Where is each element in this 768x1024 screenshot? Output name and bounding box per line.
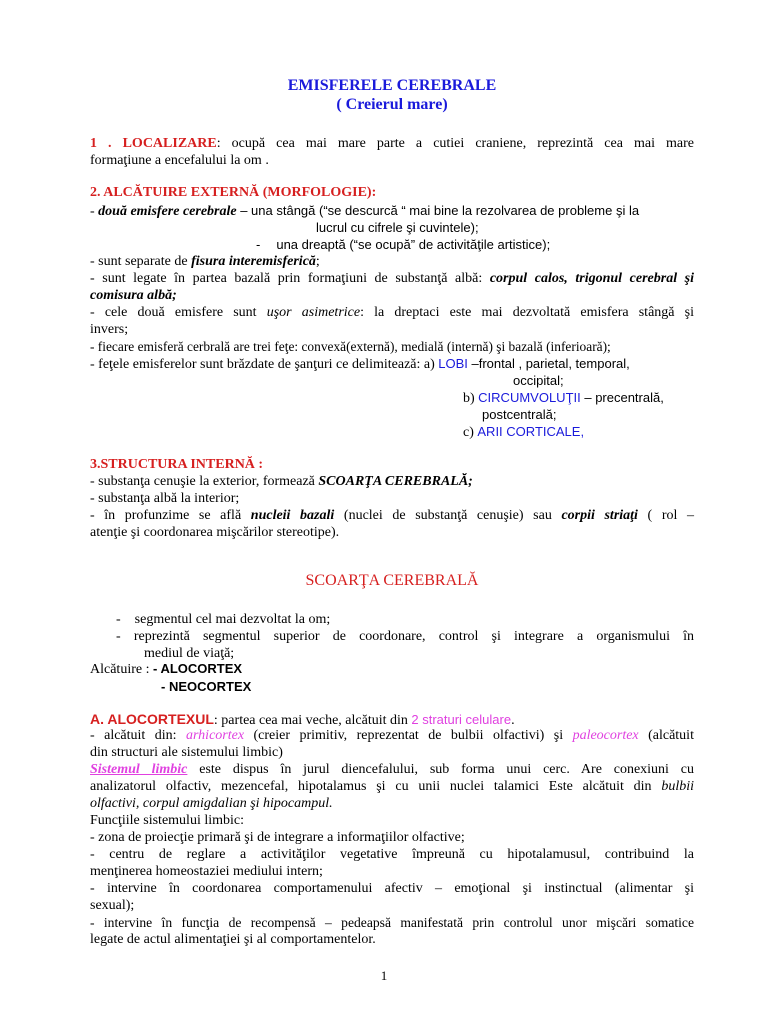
alocortex-line-2: - alcătuit din: arhicortex (creier primitiv, reprezentat de bulbii olfactivi) şi paleocortex (alcătuit: [90, 728, 694, 743]
s2-line-3: - una dreaptă (“se ocupă” de activităţile artistice);: [256, 237, 551, 252]
alcatuire-line-1: Alcătuire : - ALOCORTEX: [90, 661, 243, 677]
alocortex-line-4: Sistemul limbic este dispus în jurul diencefalului, sub forma unui cerc. Are conexiuni cu: [90, 762, 694, 777]
alocortex-line-14: legate de actul alimentaţiei şi al comportamentelor.: [90, 932, 376, 947]
alocortex-line-13: - intervine în funcţia de recompensă – pedeapsă manifestată prin controlul unor mişcări somatice: [90, 915, 694, 930]
alocortex-line-1: A. ALOCORTEXUL: partea cea mai veche, alcătuit din 2 straturi celulare.: [90, 711, 515, 728]
alocortex-line-3: din structuri ale sistemului limbic): [90, 745, 283, 760]
s2-line-9: - fiecare emisferă cerbrală are trei feţe: convexă(externă), medială (internă) şi bazală (inferioară);: [90, 339, 611, 354]
s2-line-12: b) CIRCUMVOLUŢII – precentrală,: [463, 390, 664, 406]
localizare-line-2: formaţiune a encefalului la om .: [90, 153, 269, 168]
alocortex-line-11: - intervine în coordonarea comportamenului afectiv – emoţional şi instinctual (alimentar şi: [90, 881, 694, 896]
s2-line-2: lucrul cu cifrele şi cuvintele);: [316, 220, 479, 235]
s2-line-4: - sunt separate de fisura interemisferică;: [90, 254, 320, 269]
s2-line-13: postcentrală;: [482, 407, 557, 422]
s2-line-11: occipital;: [513, 373, 564, 388]
s2-line-10: - feţele emisferelor sunt brăzdate de şanţuri ce delimitează: a) LOBI –frontal , parietal, temporal,: [90, 356, 630, 372]
s3-line-2: - substanţa albă la interior;: [90, 491, 240, 506]
alocortex-heading: A. ALOCORTEXUL: [90, 711, 214, 727]
alocortex-line-9: - centru de reglare a activităţilor vegetative împreună cu hipotalamusul, contribuind la: [90, 847, 694, 862]
s2-line-8: invers;: [90, 322, 129, 337]
alocortex-line-12: sexual);: [90, 898, 135, 913]
alocortex-line-5: analizatorul olfactiv, mezencefal, hipotalamus şi cu unii nuclei talamici Este alcătuit din bulbii: [90, 779, 694, 794]
alocortex-line-10: menţinerea homeostaziei mediului intern;: [90, 864, 323, 879]
s2-line-5: - sunt legate în partea bazală prin formaţiuni de substanţă albă: corpul calos, trigonul cerebral şi: [90, 271, 694, 286]
s2-line-7: - cele două emisfere sunt uşor asimetrice: la dreptaci este mai dezvoltată emisfera stângă şi: [90, 305, 694, 320]
alcatuire-line-2: - NEOCORTEX: [161, 679, 252, 694]
localizare-label: 1 . LOCALIZARE: [90, 136, 217, 151]
localizare-line-1: 1 . LOCALIZARE: ocupă cea mai mare parte a cutiei craniene, reprezintă cea mai mare: [90, 136, 694, 151]
scoarta-heading: SCOARŢA CEREBRALĂ: [305, 572, 479, 589]
section-2-heading: 2. ALCĂTUIRE EXTERNĂ (MORFOLOGIE):: [90, 185, 377, 200]
page-title: EMISFERELE CEREBRALE: [287, 77, 497, 94]
scoarta-bullet-2: - reprezintă segmentul superior de coordonare, control şi integrare a organismului în: [116, 629, 695, 644]
section-3-heading: 3.STRUCTURA INTERNĂ :: [90, 457, 264, 472]
page-subtitle: ( Creierul mare): [336, 96, 448, 113]
s3-line-3: - în profunzime se află nucleii bazali (nuclei de substanţă cenuşie) sau corpii striaţi ( rol –: [90, 508, 694, 523]
s3-line-4: atenţie şi coordonarea mişcărilor stereotipe).: [90, 525, 340, 540]
scoarta-bullet-1: - segmentul cel mai dezvoltat la om;: [116, 612, 331, 627]
s2-line-6: comisura albă;: [90, 288, 177, 303]
s2-line-14: c) ARII CORTICALE,: [463, 424, 585, 440]
alocortex-line-7: Funcţiile sistemului limbic:: [90, 813, 244, 828]
s3-line-1: - substanţa cenuşie la exterior, formează SCOARŢA CEREBRALĂ;: [90, 474, 473, 489]
s2-line-1: - două emisfere cerebrale – una stângă (“se descurcă “ mai bine la rezolvarea de probleme şi la: [90, 203, 640, 219]
scoarta-bullet-2-cont: mediul de viaţă;: [144, 646, 235, 661]
alocortex-line-8: - zona de proiecţie primară şi de integrare a informaţiilor olfactive;: [90, 830, 465, 845]
alocortex-line-6: olfactivi, corpul amigdalian şi hipocampul.: [90, 796, 333, 811]
sistemul-limbic-term: Sistemul limbic: [90, 762, 188, 777]
page-number: 1: [380, 968, 388, 983]
